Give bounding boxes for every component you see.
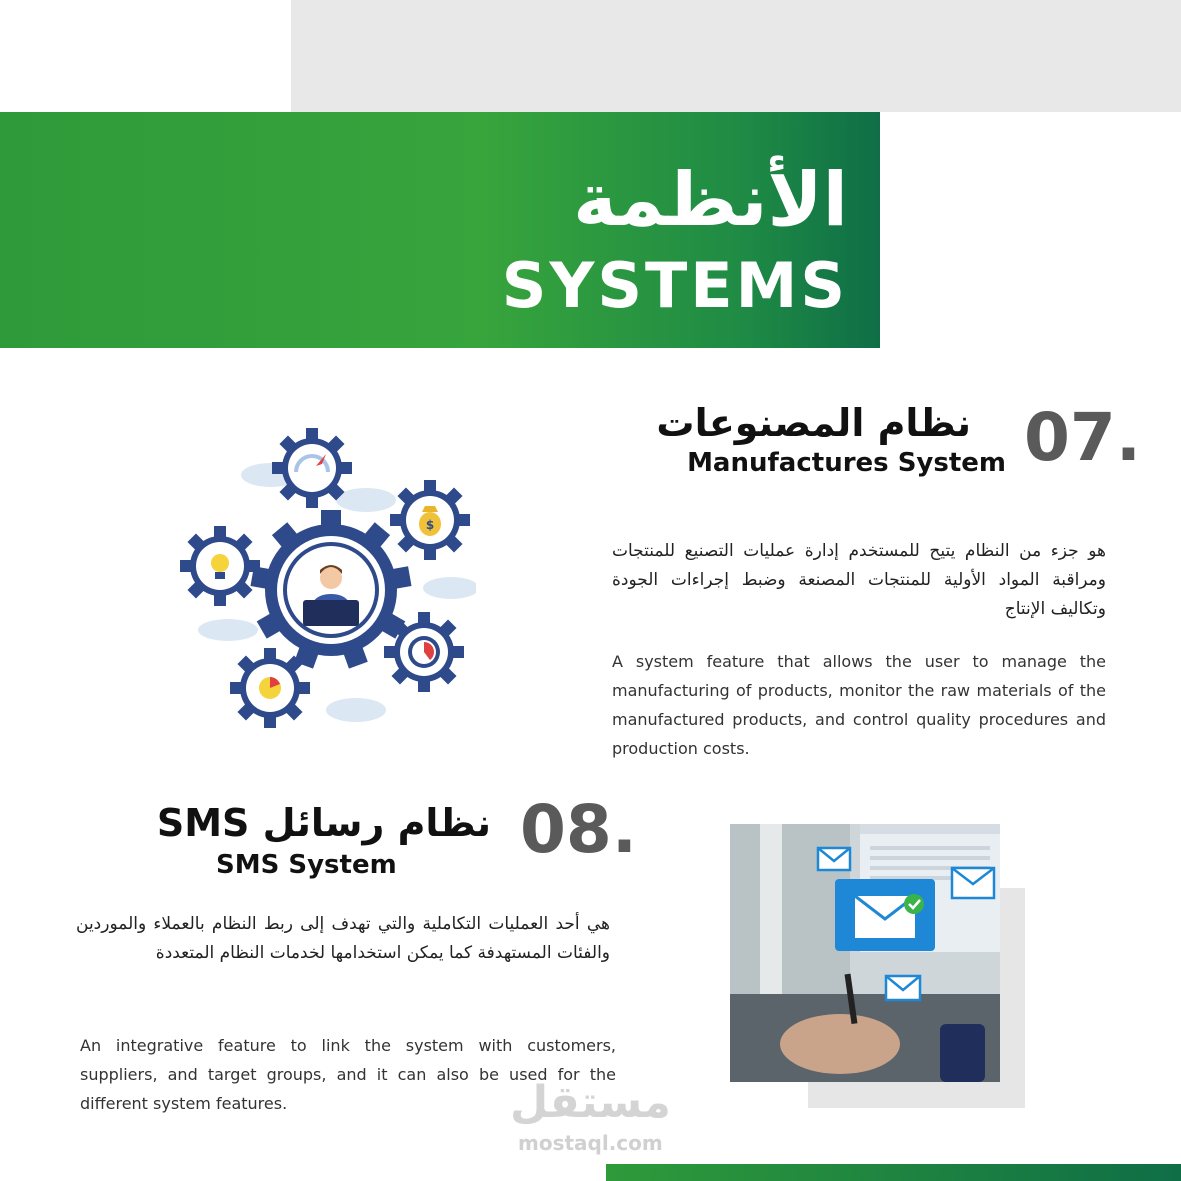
section-title-arabic-08: نظام رسائل SMS [156,801,491,845]
bottom-green-bar [606,1164,1181,1181]
watermark-logo-english: mostaql.com [518,1131,663,1155]
envelope-icon [835,879,935,951]
banner-title-arabic: الأنظمة [573,157,848,243]
pie-chart-gear-icon [230,648,310,728]
section-title-english-08: SMS System [216,850,397,880]
gauge-gear-icon [272,428,352,508]
center-gear-icon [250,510,411,669]
section-body-arabic-08: هي أحد العمليات التكاملية والتي تهدف إلى ربط النظام بالعملاء والموردين والفئات المستهدفة كما يمكن استخدامها لخدمات النظام المتعددة [76,914,610,963]
checkmark-icon [904,894,924,914]
lightbulb-gear-icon [180,526,260,606]
section-title-english-07: Manufactures System [687,448,1006,478]
banner-title-english: SYSTEMS [501,249,848,322]
svg-text:$: $ [425,518,435,532]
section-body-arabic-07: هو جزء من النظام يتيح للمستخدم إدارة عمليات التصنيع للمنتجات ومراقبة المواد الأولية للمنتجات المصنعة وضبط إجراءات الجودة وتكاليف الإنتاج [612,541,1106,619]
section-number-08: 08. [520,791,637,868]
section-number-07: 07. [1024,399,1141,476]
section-body-english-07: A system feature that allows the user to manage the manufacturing of products, monitor the raw materials of the manufactured products, and control quality procedures and production costs. [612,652,1106,758]
manufacturing-gears-illustration [176,420,476,740]
sms-email-photo [730,824,1000,1082]
money-bag-gear-icon [390,480,470,560]
top-gray-block [291,0,1181,112]
watermark-logo-arabic: مستقل [510,1077,671,1128]
clock-gear-icon [384,612,464,692]
section-title-arabic-07: نظام المصنوعات [656,401,971,445]
section-body-english-08: An integrative feature to link the system with customers, suppliers, and target groups, and it can also be used for the different system features. [80,1036,616,1113]
